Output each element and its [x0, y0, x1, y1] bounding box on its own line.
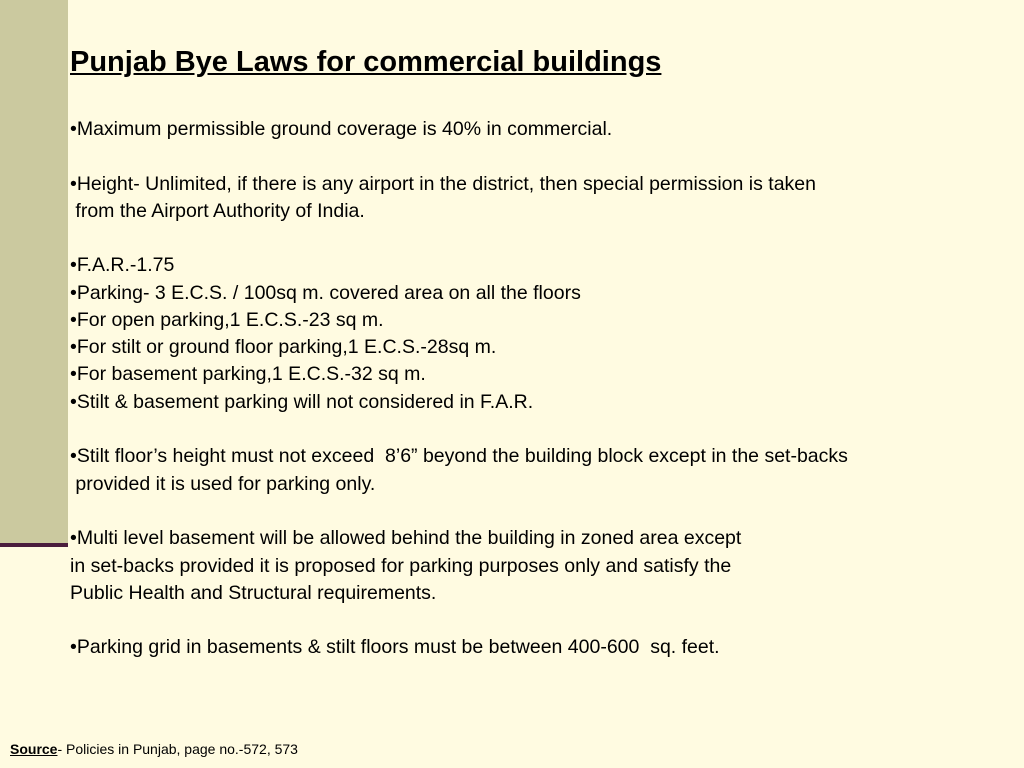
bullet-parking-grid: •Parking grid in basements & stilt floors must be between 400-600 sq. feet.	[70, 636, 720, 658]
source-text: - Policies in Punjab, page no.-572, 573	[57, 741, 298, 757]
bullet-height-continuation: from the Airport Authority of India.	[70, 200, 365, 222]
bullet-height: •Height- Unlimited, if there is any airport in the district, then special permission is taken	[70, 173, 816, 195]
bullet-far: •F.A.R.-1.75	[70, 254, 175, 276]
source-note	[10, 741, 298, 757]
bullet-ground-coverage: •Maximum permissible ground coverage is 40% in commercial.	[70, 118, 613, 140]
slide-title: Punjab Bye Laws for commercial buildings	[70, 46, 662, 78]
side-accent-band	[0, 0, 68, 545]
bullet-far-exclusion: •Stilt & basement parking will not considered in F.A.R.	[70, 391, 534, 413]
bullet-stilt-height-continuation: provided it is used for parking only.	[70, 473, 376, 495]
bullet-open-parking: •For open parking,1 E.C.S.-23 sq m.	[70, 309, 384, 331]
bullet-multi-level-basement-line2: in set-backs provided it is proposed for parking purposes only and satisfy the	[70, 555, 732, 577]
bullet-basement-parking: •For basement parking,1 E.C.S.-32 sq m.	[70, 363, 426, 385]
bullet-stilt-parking: •For stilt or ground floor parking,1 E.C.S.-28sq m.	[70, 336, 497, 358]
bullet-multi-level-basement-line3: Public Health and Structural requirements.	[70, 582, 437, 604]
bullet-parking-ratio: •Parking- 3 E.C.S. / 100sq m. covered area on all the floors	[70, 282, 581, 304]
bullet-stilt-height: •Stilt floor’s height must not exceed 8’6” beyond the building block except in the set-backs	[70, 445, 848, 467]
side-accent-rule	[0, 543, 68, 547]
source-label: Source	[10, 741, 58, 757]
bullet-multi-level-basement: •Multi level basement will be allowed behind the building in zoned area except	[70, 527, 742, 549]
